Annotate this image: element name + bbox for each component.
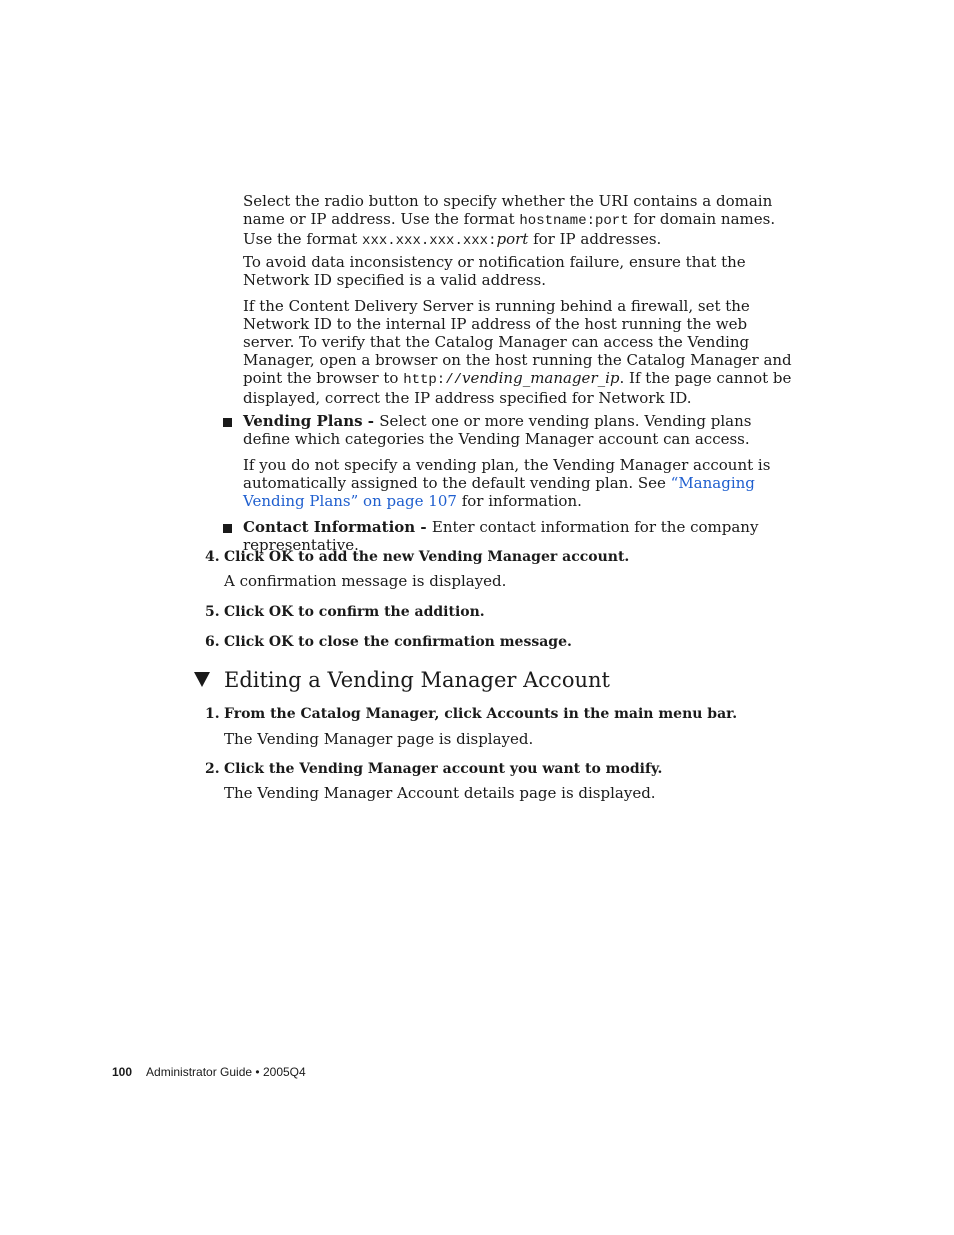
section-triangle-icon [194,672,210,687]
code-vending-manager-ip: vending_manager_ip [462,369,620,387]
step-instruction: From the Catalog Manager, click Accounts in the main menu bar. [224,706,738,722]
bullet-term: Contact Information - [243,518,432,536]
text-span: for domain names. Use the format [243,210,776,248]
managing-vending-plans-link[interactable]: “Managing Vending Plans” on page 107 [243,474,755,510]
footer-separator: • [255,1065,260,1079]
code-ip-format: xxx.xxx.xxx.xxx: [362,233,497,249]
text-span: . If the page cannot be displayed, correct the IP address specified for Network ID. [243,369,792,407]
bullet-description: Enter contact information for the company representative. [243,518,759,554]
step-number: 2. [205,761,220,777]
text-span: for information. [456,492,582,510]
footer-doc-title: Administrator Guide [146,1065,253,1079]
page-number: 100 [112,1065,133,1079]
step-number: 4. [205,549,220,565]
step-result: The Vending Manager Account details page is displayed. [224,784,656,802]
bullet-marker [223,418,232,427]
vending-plan-default-paragraph [243,456,795,510]
section-heading: Editing a Vending Manager Account [224,668,610,692]
data-consistency-paragraph: To avoid data inconsistency or notification failure, ensure that the Network ID specified is a valid address. [243,253,746,289]
text-span: If you do not specify a vending plan, the Vending Manager account is automatically assigned to the default vending plan. See [243,456,771,492]
code-hostname-port: hostname:port [519,213,629,229]
step-result: A confirmation message is displayed. [224,572,507,590]
footer-version: 2005Q4 [262,1065,306,1079]
page-footer [112,1064,306,1080]
bullet-marker [223,524,232,533]
bullet-description: Select one or more vending plans. Vending plans define which categories the Vending Manager account can access. [243,412,752,448]
step-instruction: Click OK to add the new Vending Manager account. [224,549,630,565]
step-instruction: Click OK to confirm the addition. [224,604,485,620]
code-port-italic: port [496,230,529,248]
step-number: 6. [205,634,220,650]
text-span: for IP addresses. [528,230,662,248]
step-number: 5. [205,604,220,620]
step-number: 1. [205,706,220,722]
step-instruction: Click OK to close the confirmation message. [224,634,572,650]
code-http: http:// [403,372,463,388]
bullet-term: Vending Plans - [243,412,380,430]
step-instruction: Click the Vending Manager account you want to modify. [224,761,663,777]
firewall-paragraph [243,297,795,407]
text-span: Select the radio button to specify whether the URI contains a domain name or IP address. Use the format [243,192,773,228]
vending-plans-bullet [243,412,795,448]
uri-format-paragraph [243,192,795,250]
step-result: The Vending Manager page is displayed. [224,730,534,748]
text-span: If the Content Delivery Server is running behind a firewall, set the Network ID to the internal IP address of the host running the web server. To verify that the Catalog Manager can access the Vending Manager, open a browser on the host running the Catalog Manager and point the browser to [243,297,792,387]
